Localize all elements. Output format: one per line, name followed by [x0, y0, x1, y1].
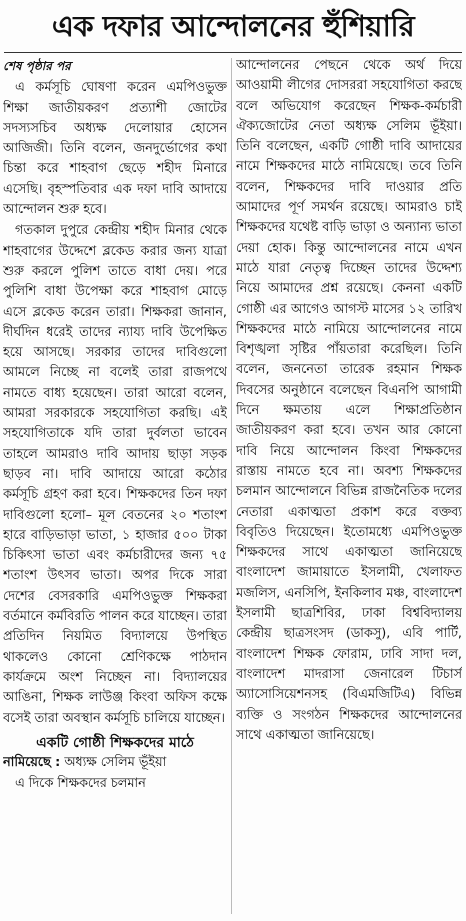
paragraph: গতকাল দুপুরে কেন্দ্রীয় শহীদ মিনার থেকে শাহবাগের উদ্দেশে ব্লকেড করার জন্য যাত্রা শুরু করলে পুলিশ তাতে বাধা দেয়। পরে পুলিশি বাধা উপেক্ষা করে শাহবাগ মোড়ে এসে ব্লকেড করেন তারা। শিক্ষকরা জানান, দীর্ঘদিন ধরেই তাদের ন্যায্য দাবি উপেক্ষিত হয়ে আসছে। সরকার তাদের দাবিগুলো আমলে নিচ্ছে না বলেই তারা রাজপথে নামতে বাধ্য হয়েছেন। তারা আরো বলেন, আমরা সরকারকে সহযোগিতা করছি। এই সহযোগিতাকে যদি তারা দুর্বলতা ভাবেন তাহলে আমরাও দাবি আদায় ছাড়া সড়ক ছাড়ব না। দাবি আদায়ে আরো কঠোর কর্মসূচি গ্রহণ করা হবে। শিক্ষকদের তিন দফা দাবিগুলো হলো– মূল বেতনের ২০ শতাংশ হারে বাড়িভাড়া ভাতা, ১ হাজার ৫০০ টাকা চিকিৎসা ভাতা এবং কর্মচারীদের জন্য ৭৫ শতাংশ উৎসব ভাতা। অপর দিকে সারা দেশের বেসরকারি এমপিওভুক্ত শিক্ষকরা বর্তমানে কর্মবিরতি পালন করে যাচ্ছেন। তারা প্রতিদিন নিয়মিত বিদ্যালয়ে উপস্থিত থাকলেও কোনো শ্রেণিকক্ষে পাঠদান কার্যক্রমে অংশ নিচ্ছেন না। বিদ্যালয়ের আঙিনা, শিক্ষক লাউঞ্জ কিংবা অফিস কক্ষে বসেই তারা অবস্থান কর্মসূচি চালিয়ে যাচ্ছেন।	[3, 223, 227, 726]
headline: এক দফার আন্দোলনের হুঁশিয়ারি	[51, 8, 415, 43]
subheading: একটি গোষ্ঠী শিক্ষকদের মাঠে	[36, 734, 194, 751]
continuation-kicker: শেষ পৃষ্ঠার পর	[3, 59, 71, 73]
subheading-cont: নামিয়েছে :	[3, 755, 61, 771]
subheading-line	[3, 753, 227, 773]
paragraph: আন্দোলনের পেছনে থেকে অর্থ দিয়ে আওয়ামী লীগের দোসররা সহযোগিতা করছে বলে অভিযোগ করেছেন শিক্ষক-কর্মচারী ঐক্যজোটের নেতা অধ্যক্ষ সেলিম ভূঁইয়া। তিনি বলেছেন, একটি গোষ্ঠী দাবি আদায়ের নামে শিক্ষকদের মাঠে নামিয়েছে। তবে তিনি বলেন, শিক্ষকদের দাবি দাওয়ার প্রতি আমাদের পূর্ণ সমর্থন রয়েছে। আমরাও চাই শিক্ষকদের যথেষ্ট বাড়ি ভাড়া ও অন্যান্য ভাতা দেয়া হোক। কিন্তু আন্দোলনের নামে এখন মাঠে যারা নেতৃত্ব দিচ্ছেন তাদের উদ্দেশ্য নিয়ে আমাদের প্রশ্ন রয়েছে। কেননা একটি গোষ্ঠী এর আগেও আগস্ট মাসের ১২ তারিখ শিক্ষকদের মাঠে নামিয়ে আন্দোলনের নামে বিশৃঙ্খলা সৃষ্টির পাঁয়তারা করেছিল। তিনি বলেন, জননেতা তারেক রহমান শিক্ষক দিবসের অনুষ্ঠানে বলেছেন বিএনপি আগামী দিনে ক্ষমতায় এলে শিক্ষাপ্রতিষ্ঠান জাতীয়করণ করা হবে। তখন আর কোনো দাবি নিয়ে আন্দোলন কিংবা শিক্ষকদের রাস্তায় নামতে হবে না। অবশ্য শিক্ষকদের চলমান আন্দোলনে বিভিন্ন রাজনৈতিক দলের নেতারা একাত্মতা প্রকাশ করে বক্তব্য বিবৃতিও দিয়েছেন। ইতোমধ্যে এমপিওভুক্ত শিক্ষকদের সাথে একাত্মতা জানিয়েছে বাংলাদেশ জামায়াতে ইসলামী, খেলাফত মজলিস, এনসিপি, ইনকিলাব মঞ্চ, বাংলাদেশ ইসলামী ছাত্রশিবির, ঢাকা বিশ্ববিদ্যালয় কেন্দ্রীয় ছাত্রসংসদ (ডাকসু), এবি পার্টি, বাংলাদেশ শিক্ষক ফোরাম, ঢাবি সাদা দল, বাংলাদেশ মাদরাসা জেনারেল টিচার্স অ্যাসোসিয়েশনসহ (বিএমজিটিএ) বিভিন্ন ব্যক্তি ও সংগঠন শিক্ষকদের আন্দোলনের সাথে একাত্মতা জানিয়েছে।	[236, 58, 462, 743]
paragraph: এ দিকে শিক্ষকদের চলমান	[15, 776, 146, 792]
headline-rule	[4, 52, 462, 53]
paragraph: এ কর্মসূচি ঘোষণা করেন এমপিওভুক্ত শিক্ষা জাতীয়করণ প্রত্যাশী জোটের সদস্যসচিব অধ্যক্ষ দেলোয়ার হোসেন আজিজী। তিনি বলেন, জনদুর্ভোগের কথা চিন্তা করে শাহবাগ ছেড়ে শহীদ মিনারে এসেছি। বৃহস্পতিবার এক দফা দাবি আদায়ে আন্দোলন শুরু হবে।	[3, 80, 227, 218]
article-column-right	[236, 56, 462, 916]
article-column-left	[3, 56, 227, 916]
subheading-person: অধ্যক্ষ সেলিম ভূঁইয়া	[64, 755, 167, 771]
column-divider	[231, 58, 232, 914]
